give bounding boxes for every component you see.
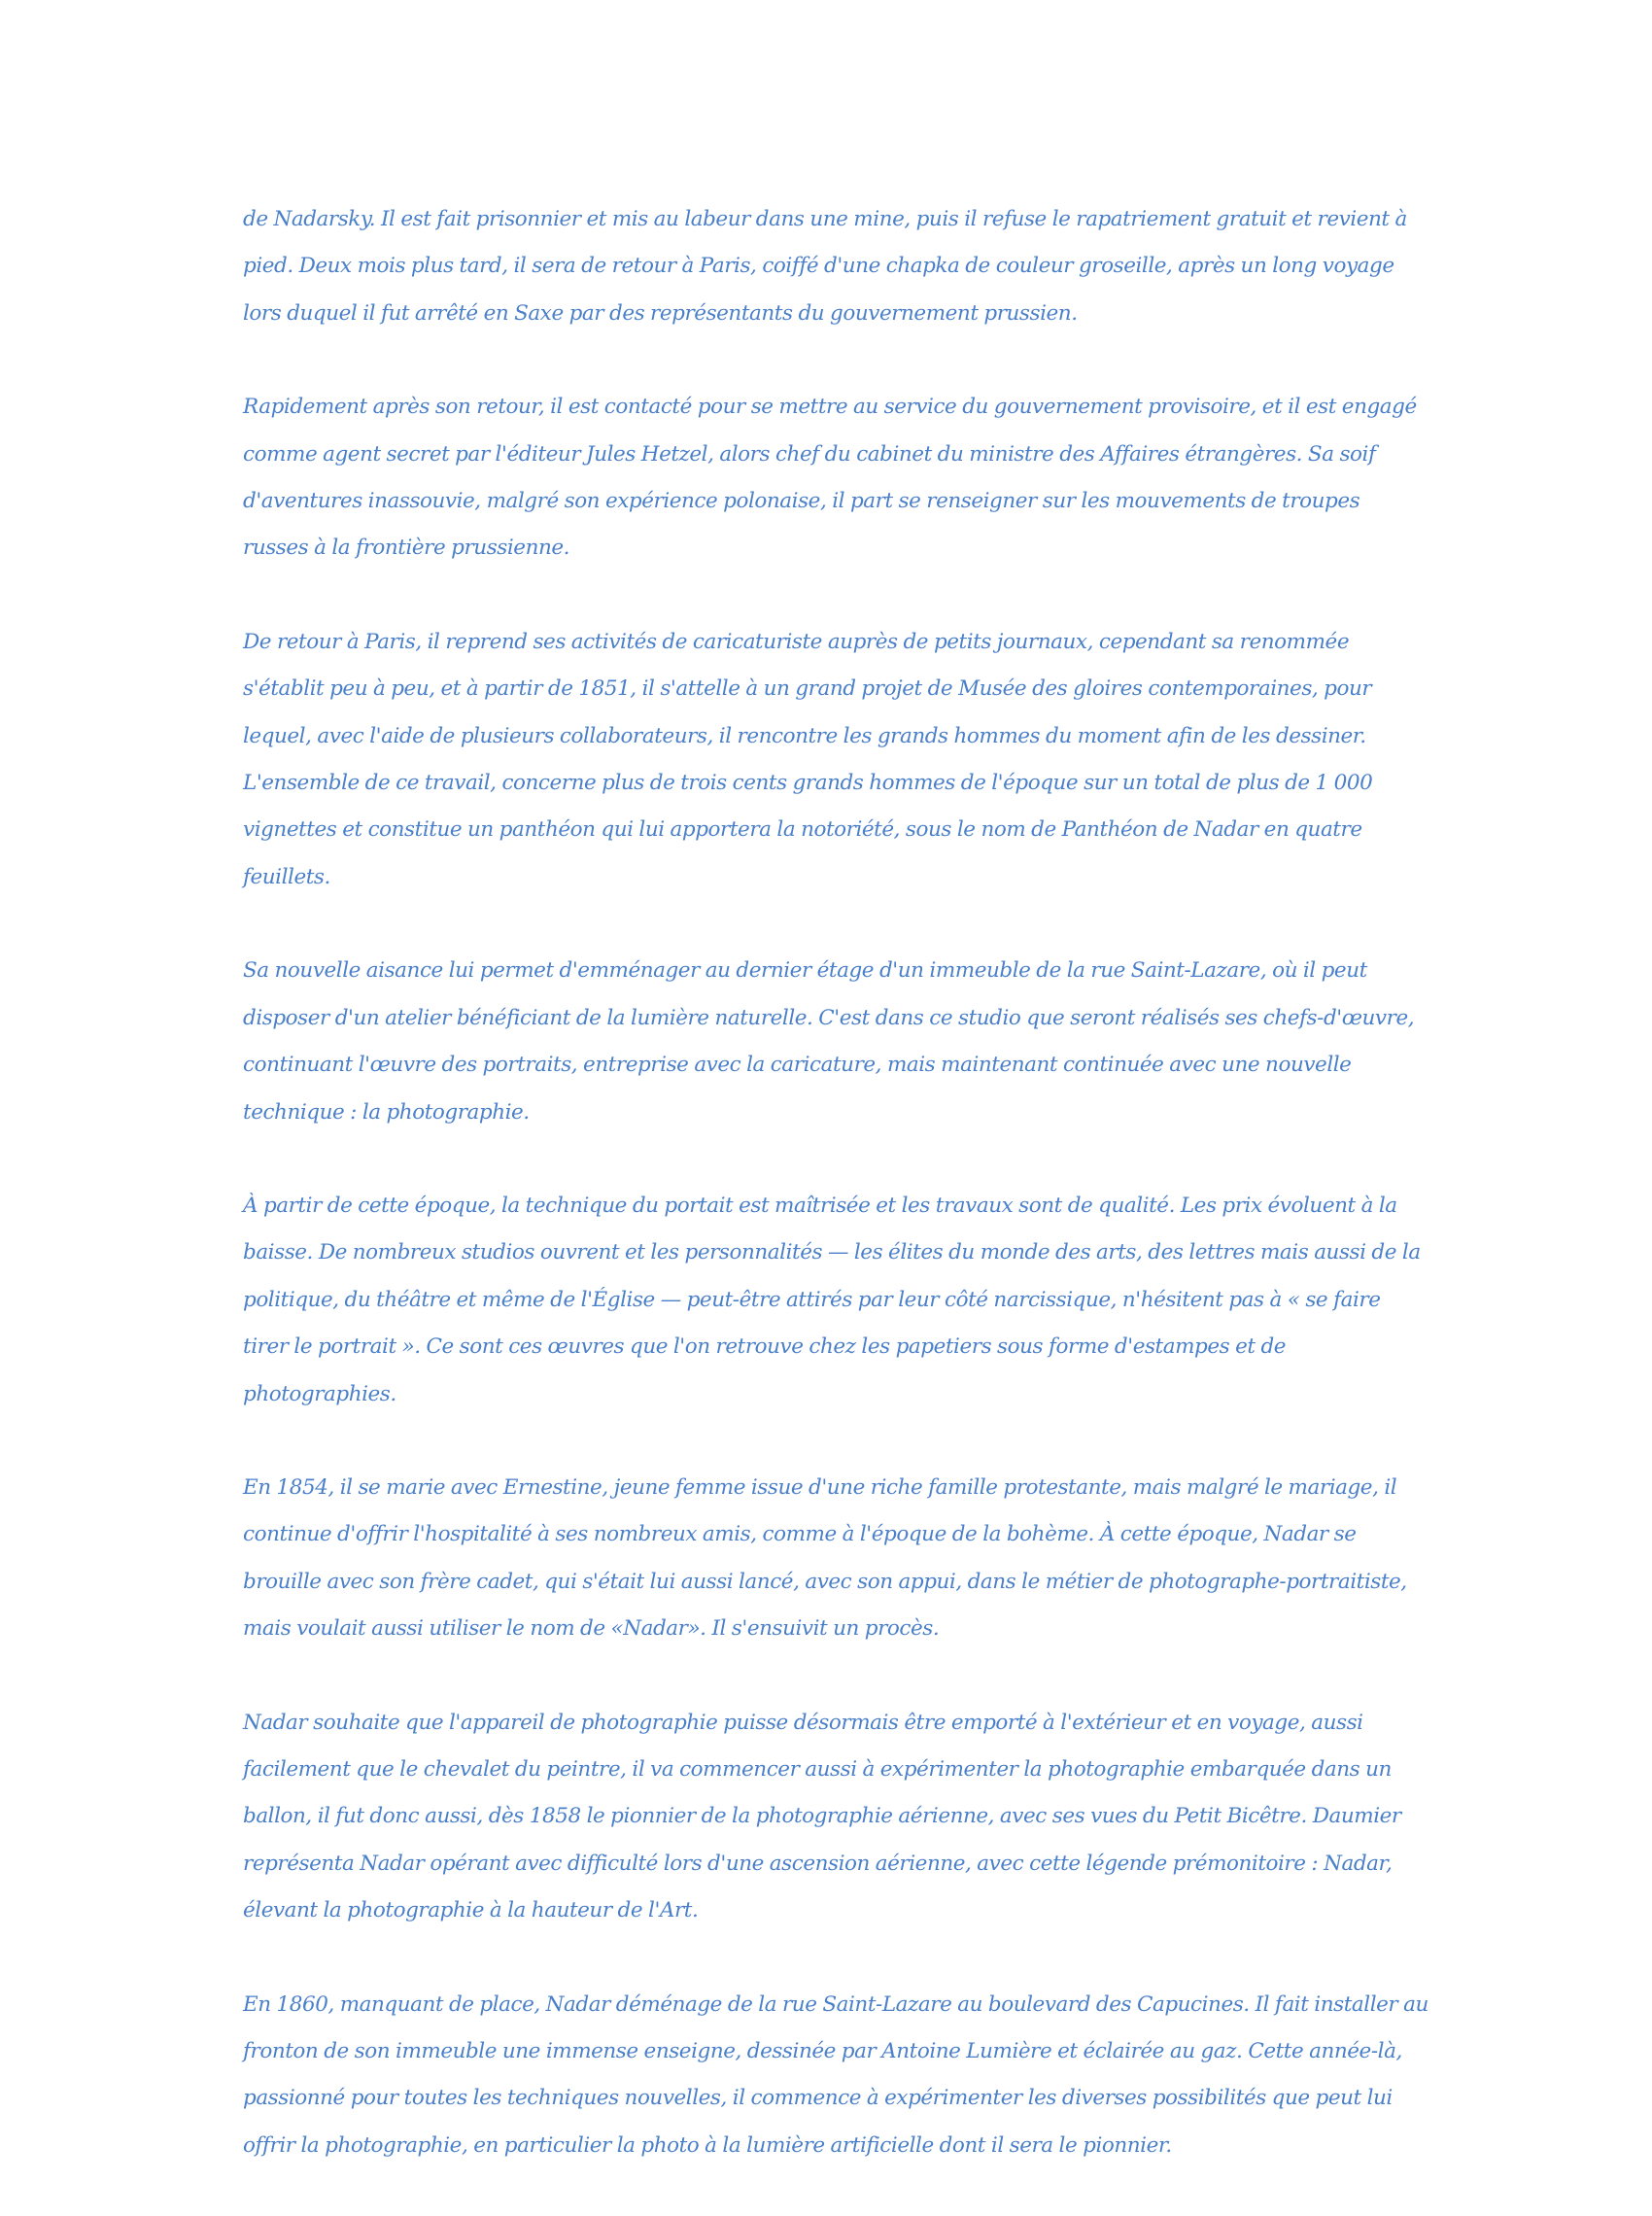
paragraph: Sa nouvelle aisance lui permet d'emménager au dernier étage d'un immeuble de la rue Saint-Lazare, où il peut disposer d'un atelier bénéficiant de la lumière naturelle. C'est dans ce studio que seront réalisés ses chefs-d'œuvre, continuant l'œuvre des portraits, entreprise avec la caricature, mais maintenant continuée avec une nouvelle technique : la photographie. bbox=[243, 958, 1415, 1125]
paragraph: Rapidement après son retour, il est contacté pour se mettre au service du gouvernement provisoire, et il est engagé comme agent secret par l'éditeur Jules Hetzel, alors chef du cabinet du ministre des Affaires étrangères. Sa soif d'aventures inassouvie, malgré son expérience polonaise, il part se renseigner sur les mouvements de troupes russes à la frontière prussienne. bbox=[243, 395, 1417, 561]
document-page bbox=[243, 196, 1428, 2216]
paragraph: À partir de cette époque, la technique du portait est maîtrisée et les travaux sont de qualité. Les prix évoluent à la baisse. De nombreux studios ouvrent et les personnalités — les élites du monde des arts, des lettres mais aussi de la politique, du théâtre et même de l'Église — peut-être attirés par leur côté narcissique, n'hésitent pas à « se faire tirer le portrait ». Ce sont ces œuvres que l'on retrouve chez les papetiers sous forme d'estampes et de photographies. bbox=[243, 1193, 1421, 1406]
paragraph: De retour à Paris, il reprend ses activités de caricaturiste auprès de petits journaux, cependant sa renommée s'établit peu à peu, et à partir de 1851, il s'attelle à un grand projet de Musée des gloires contemporaines, pour lequel, avec l'aide de plusieurs collaborateurs, il rencontre les grands hommes du moment afin de les dessiner. L'ensemble de ce travail, concerne plus de trois cents grands hommes de l'époque sur un total de plus de 1 000 vignettes et constitue un panthéon qui lui apportera la notoriété, sous le nom de Panthéon de Nadar en quatre feuillets. bbox=[243, 629, 1373, 889]
paragraph: En 1860, manquant de place, Nadar déménage de la rue Saint-Lazare au boulevard des Capucines. Il fait installer au fronton de son immeuble une immense enseigne, dessinée par Antoine Lumière et éclairée au gaz. Cette année-là, passionné pour toutes les techniques nouvelles, il commence à expérimenter les diverses possibilités que peut lui offrir la photographie, en particulier la photo à la lumière artificielle dont il sera le pionnier. bbox=[243, 1991, 1428, 2158]
paragraph: En 1854, il se marie avec Ernestine, jeune femme issue d'une riche famille protestante, mais malgré le mariage, il continue d'offrir l'hospitalité à ses nombreux amis, comme à l'époque de la bohème. À cette époque, Nadar se brouille avec son frère cadet, qui s'était lui aussi lancé, avec son appui, dans le métier de photographe-portraitiste, mais voulait aussi utiliser le nom de «Nadar». Il s'ensuivit un procès. bbox=[243, 1474, 1407, 1642]
paragraph: de Nadarsky. Il est fait prisonnier et mis au labeur dans une mine, puis il refuse le rapatriement gratuit et revient à pied. Deux mois plus tard, il sera de retour à Paris, coiffé d'une chapka de couleur groseille, après un long voyage lors duquel il fut arrêté en Saxe par des représentants du gouvernement prussien. bbox=[243, 207, 1407, 326]
paragraph: Nadar souhaite que l'appareil de photographie puisse désormais être emporté à l'extérieur et en voyage, aussi facilement que le chevalet du peintre, il va commencer aussi à expérimenter la photographie embarquée dans un ballon, il fut donc aussi, dès 1858 le pionnier de la photographie aérienne, avec ses vues du Petit Bicêtre. Daumier représenta Nadar opérant avec difficulté lors d'une ascension aérienne, avec cette légende prémonitoire : Nadar, élevant la photographie à la hauteur de l'Art. bbox=[243, 1710, 1401, 1923]
